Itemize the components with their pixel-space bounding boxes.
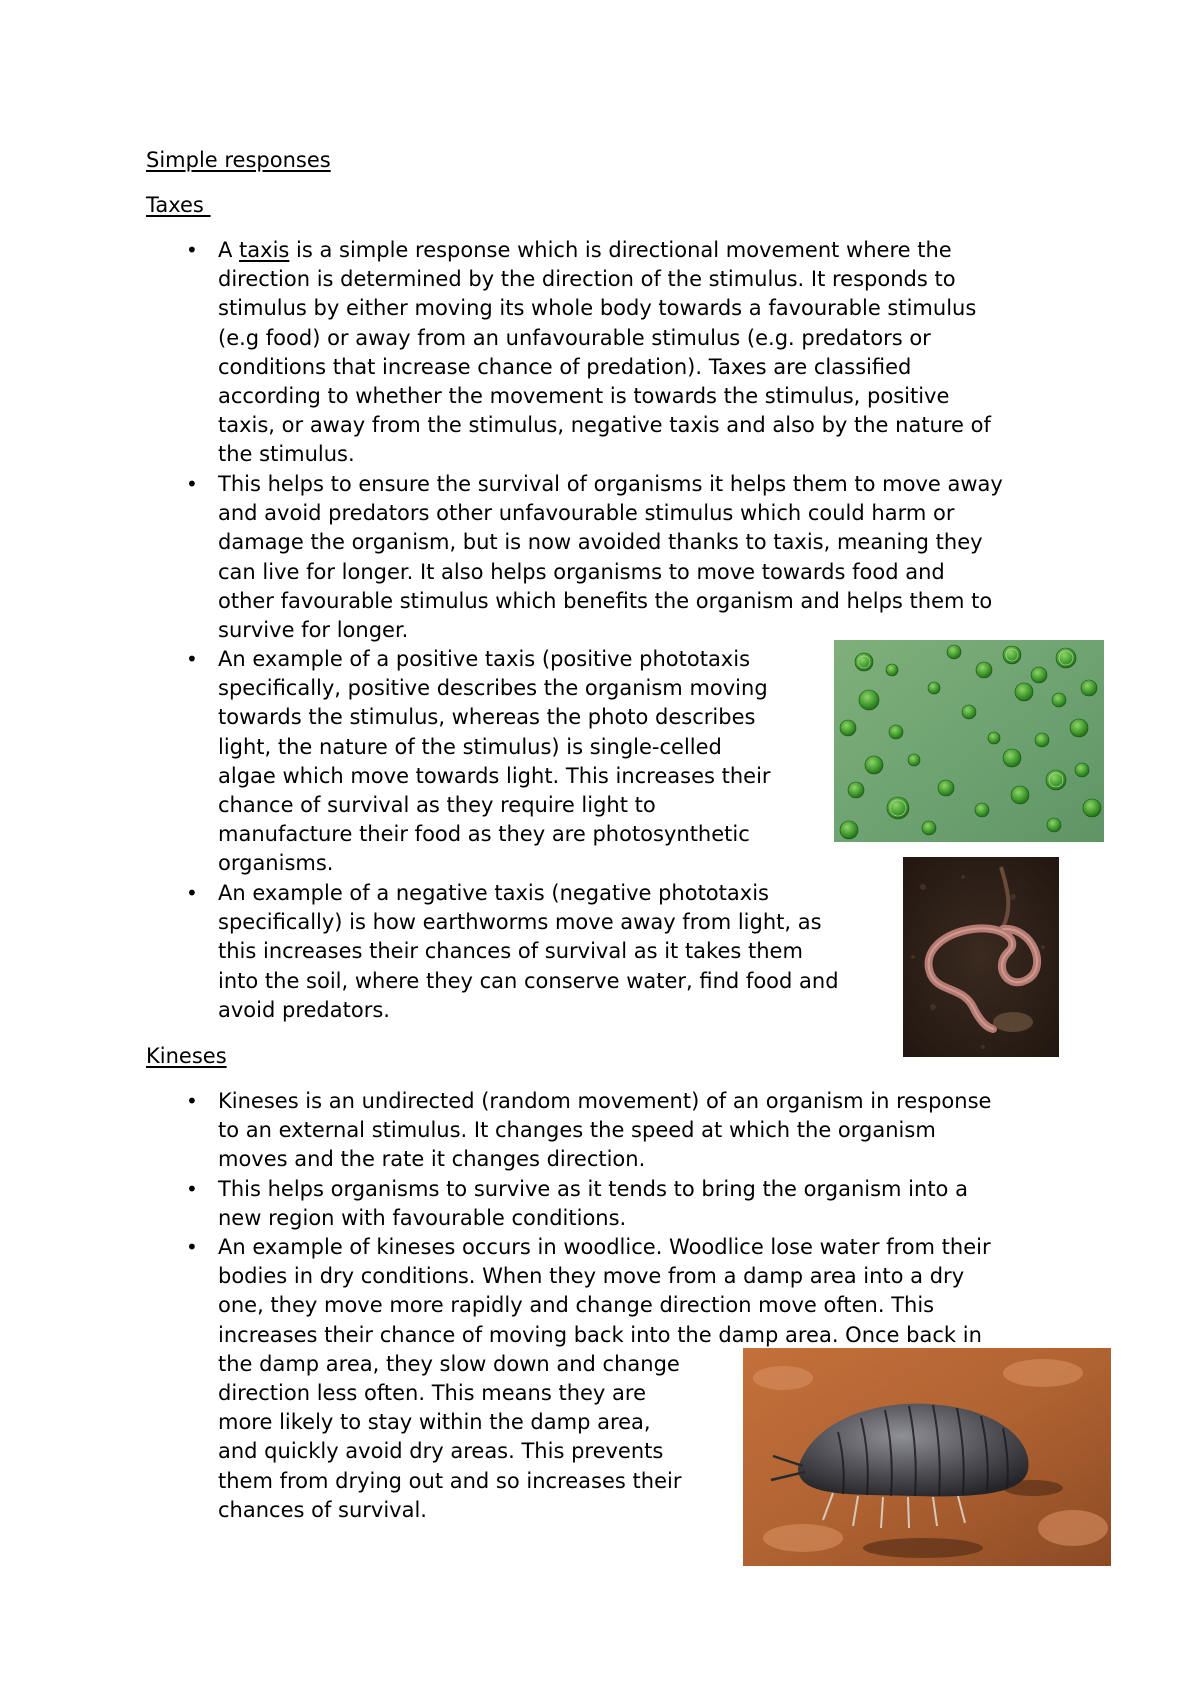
kineses-item-2 [218, 1175, 968, 1233]
text-run: A [218, 238, 240, 262]
taxes-item-1 [218, 236, 991, 470]
taxes-heading: Taxes [146, 193, 211, 217]
text-line: This helps to ensure the survival of organisms it helps them to move away [218, 472, 1003, 496]
text-line: to an external stimulus. It changes the speed at which the organism [218, 1118, 936, 1143]
text-line: specifically, positive describes the organism moving [218, 676, 768, 701]
text-line: (e.g food) or away from an unfavourable stimulus (e.g. predators or [218, 325, 931, 350]
text-line: This helps organisms to survive as it tends to bring the organism into a [218, 1177, 968, 1201]
text-line: bodies in dry conditions. When they move from a damp area into a dry [218, 1264, 965, 1289]
bullet-marker: • [186, 238, 198, 262]
taxes-item-3 [218, 645, 771, 879]
text-line: light, the nature of the stimulus) is single-celled [218, 734, 722, 759]
earthworm-illustration [903, 857, 1059, 1057]
text-line: other favourable stimulus which benefits the organism and helps them to [218, 588, 993, 613]
text-line: specifically) is how earthworms move away from light, as [218, 910, 822, 935]
text-line [218, 236, 991, 265]
text-line: towards the stimulus, whereas the photo describes [218, 705, 756, 730]
text-line: avoid predators. [218, 997, 390, 1022]
bullet-marker: • [186, 1089, 198, 1113]
text-line: into the soil, where they can conserve water, find food and [218, 968, 839, 993]
text-line: damage the organism, but is now avoided thanks to taxis, meaning they [218, 530, 983, 555]
text-line: conditions that increase chance of predation). Taxes are classified [218, 354, 912, 379]
taxes-item-4 [218, 879, 839, 1025]
algae-image [834, 640, 1104, 842]
kineses-heading: Kineses [146, 1044, 227, 1068]
text-line: manufacture their food as they are photosynthetic [218, 822, 750, 847]
text-line: algae which move towards light. This increases their [218, 763, 771, 788]
text-line: chances of survival. [218, 1497, 427, 1522]
text-line: survive for longer. [218, 618, 409, 643]
woodlouse-illustration [743, 1348, 1111, 1566]
taxes-item-2 [218, 470, 1003, 645]
text-line: An example of a negative taxis (negative phototaxis [218, 881, 769, 905]
bullet-marker: • [186, 472, 198, 496]
text-line: new region with favourable conditions. [218, 1206, 627, 1231]
bullet-marker: • [186, 1177, 198, 1201]
text-line: Kineses is an undirected (random movement) of an organism in response [218, 1089, 992, 1113]
text-line: the stimulus. [218, 442, 355, 467]
bullet-marker: • [186, 1235, 198, 1259]
text-line: increases their chance of moving back into the damp area. Once back in [218, 1322, 982, 1347]
text-line: more likely to stay within the damp area, [218, 1410, 651, 1435]
text-line: according to whether the movement is towards the stimulus, positive [218, 384, 950, 409]
text-line: them from drying out and so increases their [218, 1468, 682, 1493]
algae-illustration [834, 640, 1104, 842]
text-line: one, they move more rapidly and change direction move often. This [218, 1293, 935, 1318]
text-line: moves and the rate it changes direction. [218, 1147, 646, 1172]
text-line: taxis, or away from the stimulus, negative taxis and also by the nature of [218, 413, 991, 438]
text-run: is a simple response which is directional movement where the [289, 238, 952, 262]
page-title: Simple responses [146, 148, 331, 172]
text-line: An example of a positive taxis (positive phototaxis [218, 647, 751, 671]
text-line: this increases their chances of survival as it takes them [218, 939, 803, 964]
woodlouse-image [743, 1348, 1111, 1566]
text-line: An example of kineses occurs in woodlice. Woodlice lose water from their [218, 1235, 991, 1259]
text-line: the damp area, they slow down and change [218, 1351, 680, 1376]
bullet-marker: • [186, 647, 198, 671]
bullet-marker: • [186, 881, 198, 905]
text-line: and quickly avoid dry areas. This prevents [218, 1439, 664, 1464]
kineses-item-1 [218, 1087, 991, 1175]
text-line: chance of survival as they require light to [218, 793, 656, 818]
taxis-term: taxis [239, 238, 290, 262]
earthworm-image [903, 857, 1059, 1057]
text-line: direction less often. This means they are [218, 1381, 646, 1406]
text-line: direction is determined by the direction of the stimulus. It responds to [218, 267, 956, 292]
text-line: can live for longer. It also helps organisms to move towards food and [218, 559, 945, 584]
text-line: and avoid predators other unfavourable stimulus which could harm or [218, 501, 955, 526]
text-line: organisms. [218, 851, 334, 876]
text-line: stimulus by either moving its whole body towards a favourable stimulus [218, 296, 977, 321]
